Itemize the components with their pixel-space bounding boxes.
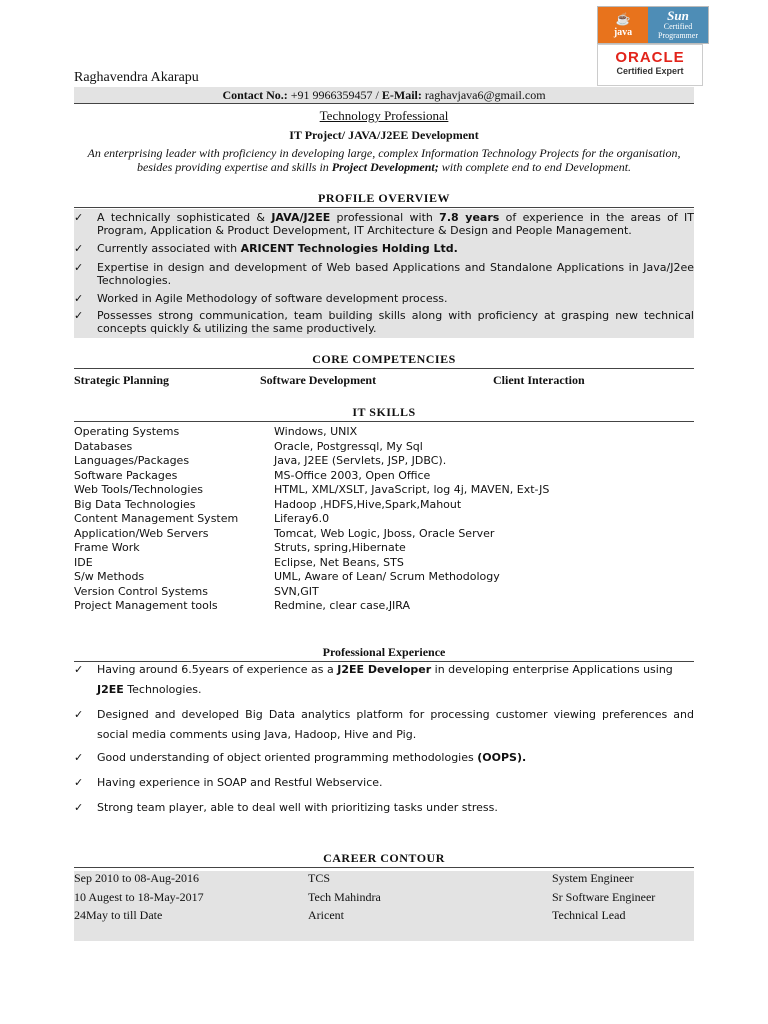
career-period: Sep 2010 to 08-Aug-2016 — [74, 871, 199, 885]
skill-value: MS-Office 2003, Open Office — [274, 468, 431, 482]
career-role: System Engineer — [552, 871, 634, 885]
skill-category: Languages/Packages — [74, 454, 190, 467]
overview-text: Expertise in design and development of Web based Applications and Standalone Applications in Java/J2ee Technologies. — [97, 261, 694, 287]
skill-category: Content Management System — [74, 512, 239, 525]
skill-value: Oracle, Postgressql, My Sql — [274, 439, 423, 453]
skill-row — [74, 541, 694, 555]
sun-certified-logo — [597, 6, 709, 44]
professional-experience-heading: Professional Experience — [322, 645, 446, 659]
career-period: 10 Augest to 18-May-2017 — [74, 889, 204, 904]
sun-logo-sub2: Programmer — [658, 31, 698, 41]
summary-text-c: with complete end to end Development. — [438, 160, 632, 174]
experience-item — [74, 705, 694, 745]
overview-text: A technically sophisticated & — [97, 211, 272, 224]
career-company: Aricent — [308, 908, 344, 922]
experience-text: Strong team player, able to deal well with prioritizing tasks under stress. — [97, 801, 498, 814]
career-role: Sr Software Engineer — [552, 889, 656, 904]
core-competencies-heading: CORE COMPETENCIES — [312, 352, 456, 366]
skill-row — [74, 527, 694, 541]
skill-value: Struts, spring,Hibernate — [274, 541, 406, 554]
career-rule — [74, 867, 694, 868]
competencies-rule — [74, 368, 694, 369]
experience-text: Having around 6.5years of experience as a — [97, 663, 338, 676]
summary-text-a: An enterprising leader with proficiency in developing large, complex Information Technology Projects for the organisation, besides providing expertise and skills in — [87, 146, 681, 174]
skills-rule — [74, 421, 694, 422]
overview-text: professional with — [330, 211, 440, 224]
email-address[interactable]: raghavjava6@gmail.com — [421, 88, 546, 102]
skill-row — [74, 469, 694, 483]
competency-item: Client Interaction — [493, 373, 585, 387]
skill-category: Software Packages — [74, 468, 178, 482]
skill-value: Liferay6.0 — [274, 512, 330, 525]
skill-category: S/w Methods — [74, 570, 145, 583]
career-contour-heading: CAREER CONTOUR — [323, 851, 445, 865]
contact-label: Contact No.: — [222, 88, 288, 102]
contact-rule — [74, 103, 694, 104]
sun-logo-sub1: Certified — [663, 22, 693, 32]
experience-text: in developing enterprise Applications using — [431, 663, 673, 676]
oracle-logo-sub: Certified Expert — [616, 66, 684, 76]
career-row — [74, 890, 694, 908]
skill-row — [74, 599, 694, 613]
oracle-logo-text: ORACLE — [615, 49, 685, 66]
skill-row — [74, 570, 694, 584]
contact-bar — [74, 87, 694, 103]
skill-row — [74, 425, 694, 439]
career-row — [74, 908, 694, 926]
skill-row — [74, 512, 694, 526]
check-icon: ✓ — [74, 292, 84, 305]
skill-category: Version Control Systems — [74, 584, 208, 598]
check-icon: ✓ — [74, 751, 84, 764]
check-icon: ✓ — [74, 663, 84, 676]
check-icon: ✓ — [74, 309, 84, 322]
candidate-name: Raghavendra Akarapu — [74, 70, 199, 85]
profile-title: Technology Professional — [319, 108, 449, 123]
skill-category: Databases — [74, 439, 133, 453]
oracle-certified-logo — [597, 44, 703, 86]
experience-item — [74, 660, 694, 700]
skill-value: HTML, XML/XSLT, JavaScript, log 4j, MAVEN, Ext-JS — [274, 483, 550, 496]
career-company: TCS — [308, 871, 331, 885]
check-icon: ✓ — [74, 261, 84, 274]
overview-text: Currently associated with — [97, 242, 241, 255]
check-icon: ✓ — [74, 242, 84, 255]
summary-text-bold: Project Development; — [331, 160, 439, 174]
skill-category: Operating Systems — [74, 425, 180, 438]
profile-subtitle: IT Project/ JAVA/J2EE Development — [289, 128, 479, 142]
profile-overview-box — [74, 209, 694, 338]
check-icon: ✓ — [74, 776, 84, 789]
career-period: 24May to till Date — [74, 908, 163, 922]
overview-bold: ARICENT Technologies Holding Ltd. — [240, 242, 458, 255]
skill-value: Tomcat, Web Logic, Jboss, Oracle Server — [274, 526, 495, 540]
contact-phone: +91 9966359457 / — [287, 88, 382, 102]
skill-category: Frame Work — [74, 541, 140, 554]
check-icon: ✓ — [74, 708, 84, 721]
skill-category: IDE — [74, 555, 93, 569]
experience-text: Technologies. — [123, 683, 202, 696]
profile-summary — [74, 146, 694, 174]
skill-row — [74, 556, 694, 570]
skill-row — [74, 454, 694, 468]
profile-overview-heading: PROFILE OVERVIEW — [318, 191, 450, 205]
career-role: Technical Lead — [552, 908, 626, 922]
java-logo-text: java — [613, 27, 633, 38]
skill-value: Java, J2EE (Servlets, JSP, JDBC). — [274, 454, 447, 467]
skill-category: Web Tools/Technologies — [74, 483, 203, 496]
skill-value: UML, Aware of Lean/ Scrum Methodology — [274, 570, 500, 583]
career-company: Tech Mahindra — [308, 889, 381, 904]
competency-item: Strategic Planning — [74, 373, 169, 387]
experience-text: Good understanding of object oriented programming methodologies — [97, 751, 478, 764]
career-row — [74, 871, 694, 889]
skill-row — [74, 498, 694, 512]
skill-value: Eclipse, Net Beans, STS — [274, 555, 404, 569]
java-logo-icon: ☕ java — [598, 7, 648, 43]
skill-value: Hadoop ,HDFS,Hive,Spark,Mahout — [274, 497, 462, 511]
overview-text: Possesses strong communication, team building skills along with proficiency at grasping new technical concepts quickly & utilizing the same productively. — [97, 309, 694, 335]
overview-text: of experience in the areas of IT Program, Application & Product Development, IT Architecture & Design and People Management. — [97, 211, 694, 237]
skill-category: Big Data Technologies — [74, 497, 196, 511]
experience-text: Having experience in SOAP and Restful Webservice. — [97, 776, 383, 789]
skill-category: Project Management tools — [74, 599, 218, 612]
sun-logo-panel — [648, 7, 708, 43]
skill-row — [74, 483, 694, 497]
skill-row — [74, 585, 694, 599]
skill-row — [74, 440, 694, 454]
email-label: E-Mail: — [381, 88, 422, 102]
overview-bold: JAVA/J2EE — [271, 211, 331, 224]
sun-logo-text: Sun — [667, 8, 689, 24]
experience-bold: (OOPS). — [477, 751, 527, 764]
skill-category: Application/Web Servers — [74, 526, 209, 540]
overview-bold: 7.8 years — [439, 211, 500, 224]
skill-value: Windows, UNIX — [274, 425, 358, 438]
competency-item: Software Development — [260, 373, 377, 387]
skill-value: Redmine, clear case,JIRA — [274, 599, 411, 612]
it-skills-heading: IT SKILLS — [352, 405, 416, 419]
check-icon: ✓ — [74, 211, 84, 224]
skill-value: SVN,GIT — [274, 584, 319, 598]
overview-text: Worked in Agile Methodology of software development process. — [97, 292, 448, 305]
experience-bold: J2EE — [97, 683, 124, 696]
overview-rule — [74, 207, 694, 208]
experience-bold: J2EE Developer — [337, 663, 432, 676]
check-icon: ✓ — [74, 801, 84, 814]
experience-text: Designed and developed Big Data analytics platform for processing customer viewing preferences and social media comments using Java, Hadoop, Hive and Pig. — [97, 708, 694, 741]
